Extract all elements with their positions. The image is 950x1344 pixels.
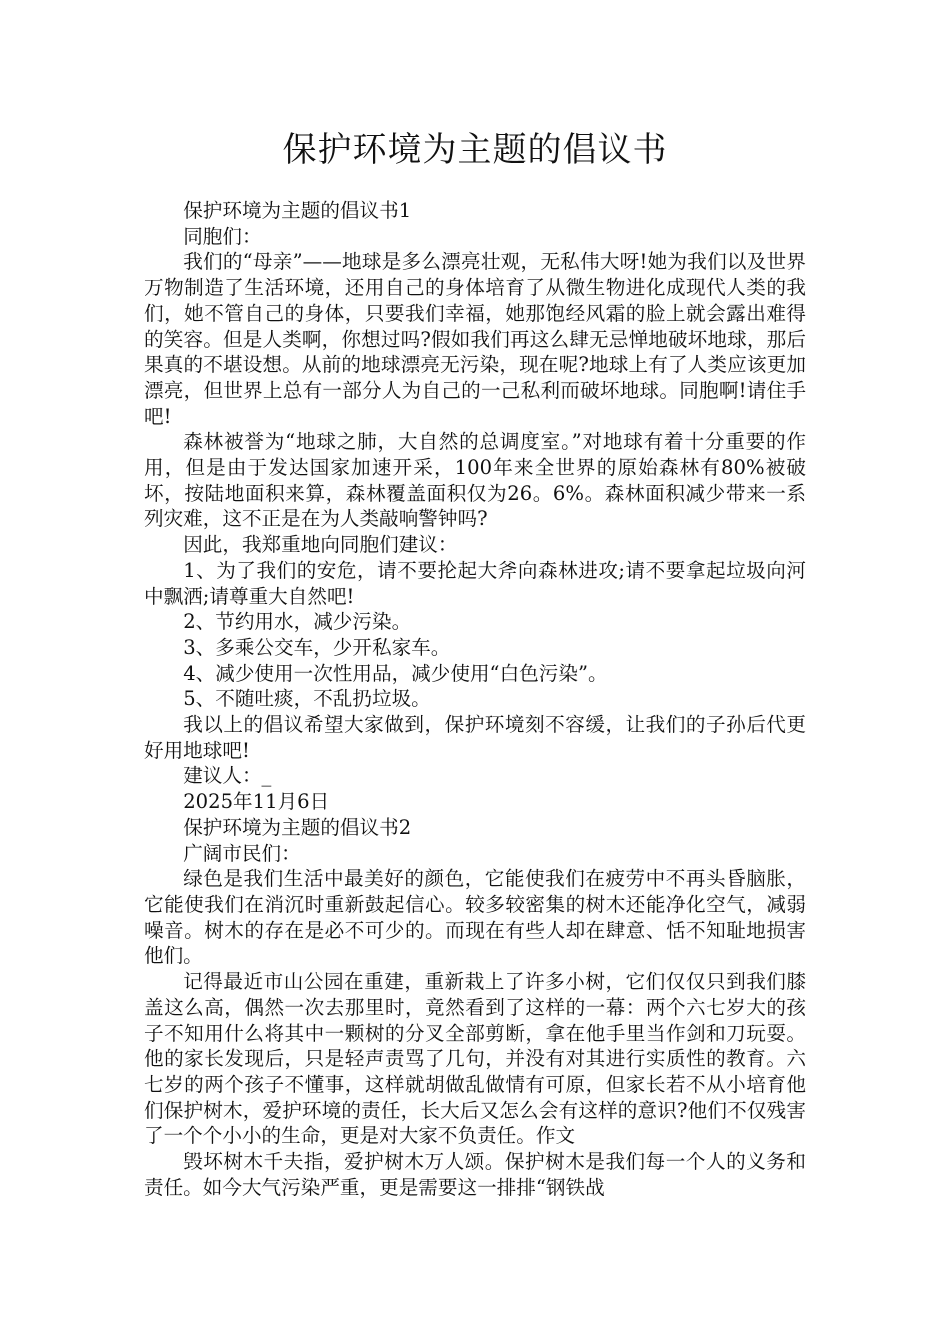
document-body bbox=[144, 198, 806, 1200]
salutation-2: 广阔市民们： bbox=[183, 841, 301, 865]
section-heading-2: 保护环境为主题的倡议书2 bbox=[183, 815, 412, 839]
proposal-item: 2、节约用水，减少污染。 bbox=[183, 610, 412, 634]
signature-line: 建议人：_ bbox=[183, 764, 272, 788]
date-line: 2025年11月6日 bbox=[183, 790, 330, 814]
body-paragraph: 记得最近市山公园在重建，重新栽上了许多小树，它们仅仅只到我们膝盖这么高，偶然一次去那里时，竟然看到了这样的一幕：两个六七岁大的孩子不知用什么将其中一颗树的分叉全部剪断，拿在他手里当作剑和刀玩耍。他的家长发现后，只是轻声责骂了几句，并没有对其进行实质性的教育。六七岁的两个孩子不懂事，这样就胡做乱做情有可原，但家长若不从小培育他们保护树木，爱护环境的责任，长大后又怎么会有这样的意识?他们不仅残害了一个个小小的生命，更是对大家不负责任。作文 bbox=[144, 970, 806, 1148]
body-paragraph: 森林被誉为“地球之肺，大自然的总调度室。”对地球有着十分重要的作用，但是由于发达国家加速开采，100年来全世界的原始森林有80%被破坏，按陆地面积来算，森林覆盖面积仅为26。6%。森林面积减少带来一系列灾难，这不正是在为人类敲响警钟吗? bbox=[144, 430, 806, 531]
proposal-item: 4、减少使用一次性用品，减少使用“白色污染”。 bbox=[183, 661, 608, 685]
body-paragraph: 因此，我郑重地向同胞们建议： bbox=[183, 533, 458, 557]
body-paragraph: 毁坏树木千夫指，爱护树木万人颂。保护树木是我们每一个人的义务和责任。如今大气污染严重，更是需要这一排排“钢铁战 bbox=[144, 1150, 806, 1199]
section-heading-1: 保护环境为主题的倡议书1 bbox=[183, 199, 412, 222]
proposal-item: 3、多乘公交车，少开私家车。 bbox=[183, 635, 451, 659]
body-paragraph: 绿色是我们生活中最美好的颜色，它能使我们在疲劳中不再头昏脑胀，它能使我们在消沉时重新鼓起信心。较多较密集的树木还能净化空气，减弱噪音。树木的存在是必不可少的。而现在有些人却在肆意、恬不知耻地损害他们。 bbox=[144, 867, 806, 968]
document-title: 保护环境为主题的倡议书 bbox=[282, 130, 668, 170]
proposal-item: 1、为了我们的安危，请不要抡起大斧向森林进攻;请不要拿起垃圾向河中飘洒;请尊重大自然吧! bbox=[144, 558, 806, 608]
body-paragraph: 我以上的倡议希望大家做到，保护环境刻不容缓，让我们的子孙后代更好用地球吧! bbox=[144, 713, 806, 762]
proposal-item: 5、不随吐痰，不乱扔垃圾。 bbox=[183, 687, 431, 711]
body-paragraph: 我们的“母亲”——地球是多么漂亮壮观，无私伟大呀!她为我们以及世界万物制造了生活环境，还用自己的身体培育了从微生物进化成现代人类的我们，她不管自己的身体，只要我们幸福，她那饱经风霜的脸上就会露出难得的笑容。但是人类啊，你想过吗?假如我们再这么肆无忌惮地破坏地球，那后果真的不堪设想。从前的地球漂亮无污染，现在呢?地球上有了人类应该更加漂亮，但世界上总有一部分人为自己的一己私利而破坏地球。同胞啊!请住手吧! bbox=[144, 250, 806, 428]
salutation-1: 同胞们： bbox=[183, 224, 262, 248]
